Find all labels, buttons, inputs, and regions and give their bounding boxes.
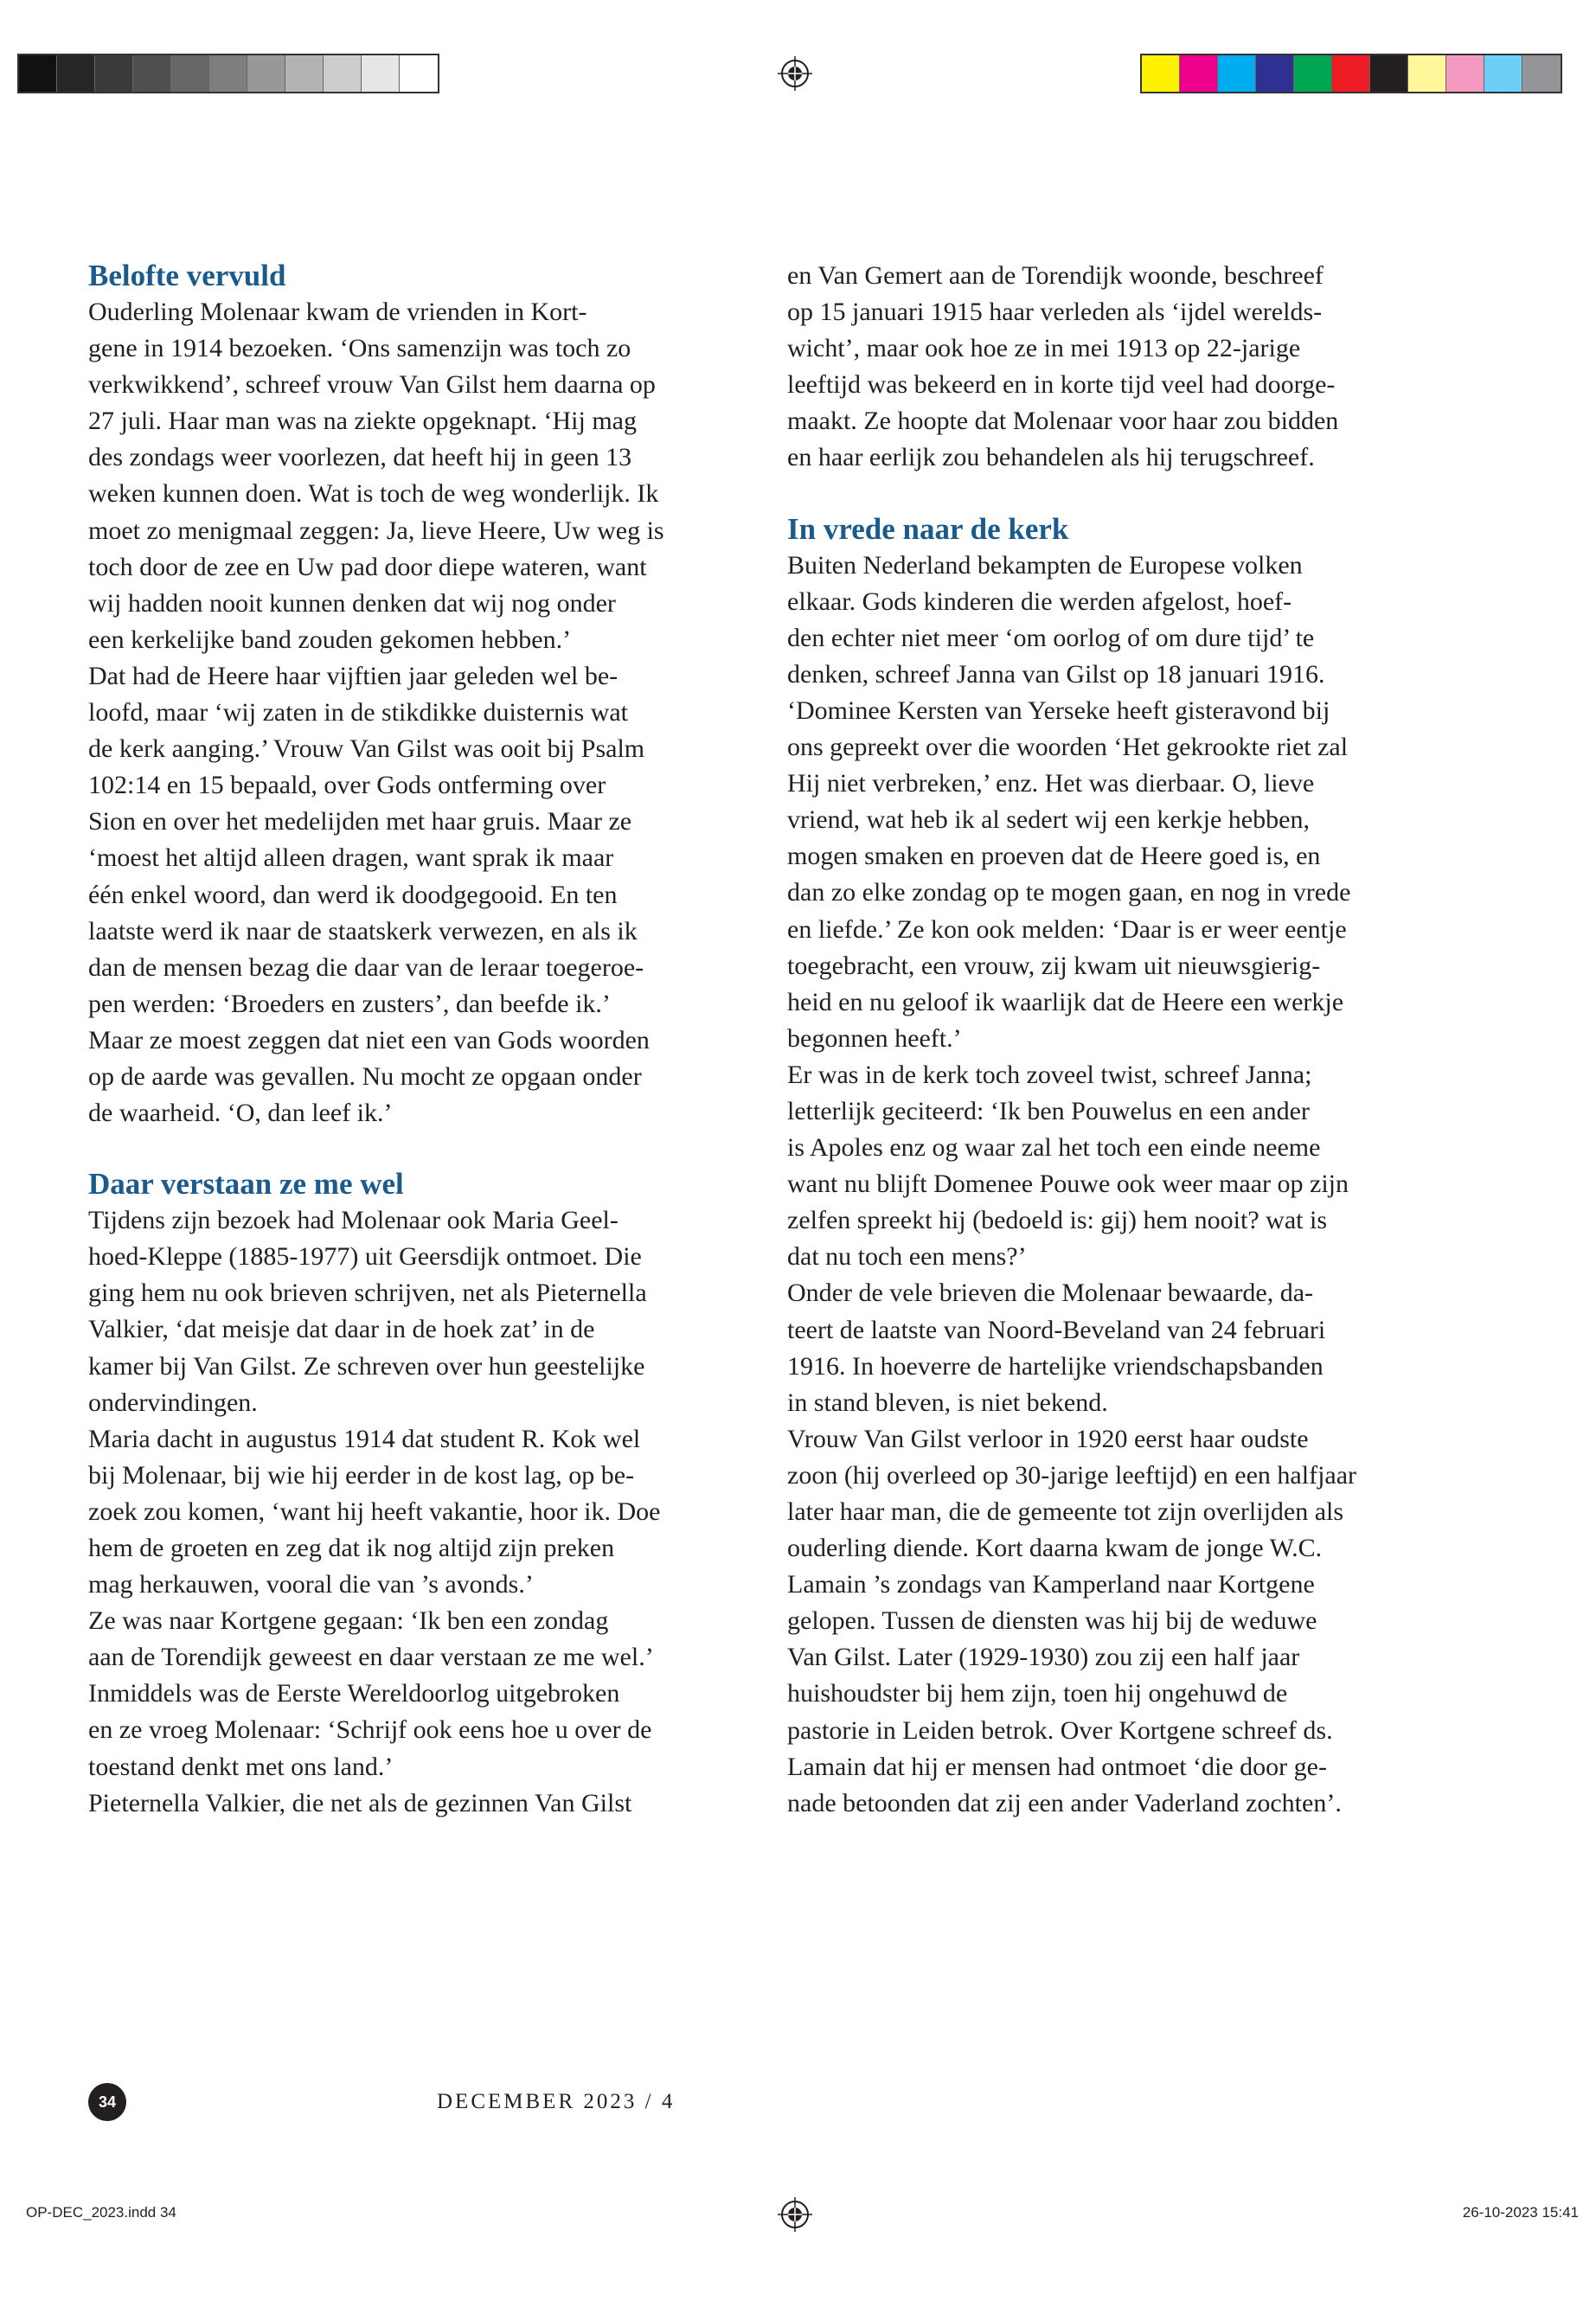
text-line: Van Gilst. Later (1929-1930) zou zij een half jaar bbox=[787, 1643, 1300, 1672]
text-line: hem de groeten en zeg dat ik nog altijd zijn preken bbox=[88, 1534, 615, 1562]
section-heading: Belofte vervuld bbox=[88, 259, 286, 292]
text-line: toegebracht, een vrouw, zij kwam uit nieuwsgierig- bbox=[787, 951, 1321, 980]
grayscale-color-bar bbox=[17, 54, 439, 93]
text-line: in stand bleven, is niet bekend. bbox=[787, 1388, 1108, 1417]
text-line: de waarheid. ‘O, dan leef ik.’ bbox=[88, 1099, 393, 1128]
text-line: denken, schreef Janna van Gilst op 18 januari 1916. bbox=[787, 659, 1325, 689]
text-line: Er was in de kerk toch zoveel twist, schreef Janna; bbox=[787, 1060, 1312, 1089]
slug-timestamp: 26-10-2023 15:41 bbox=[1462, 2204, 1579, 2221]
color-swatch bbox=[324, 55, 362, 92]
color-swatch bbox=[1256, 55, 1294, 92]
body-paragraph bbox=[787, 258, 1446, 477]
text-line: Pieternella Valkier, die net als de gezinnen Van Gilst bbox=[88, 1788, 632, 1817]
color-swatch bbox=[1332, 55, 1370, 92]
text-line: teert de laatste van Noord-Beveland van 24 februari bbox=[787, 1315, 1326, 1344]
text-line: ons gepreekt over die woorden ‘Het gekrookte riet zal bbox=[787, 733, 1349, 762]
text-line: en Van Gemert aan de Torendijk woonde, beschreef bbox=[787, 261, 1324, 290]
text-line: pastorie in Leiden betrok. Over Kortgene schreef ds. bbox=[787, 1715, 1333, 1745]
text-line: op de aarde was gevallen. Nu mocht ze opgaan onder bbox=[88, 1061, 642, 1091]
color-swatch bbox=[247, 55, 285, 92]
text-line: Ze was naar Kortgene gegaan: ‘Ik ben een zondag bbox=[88, 1606, 609, 1636]
text-line: en liefde.’ Ze kon ook melden: ‘Daar is er weer eentje bbox=[787, 914, 1347, 944]
text-line: verkwikkend’, schreef vrouw Van Gilst hem daarna op bbox=[88, 370, 656, 400]
text-line: Lamain dat hij er mensen had ontmoet ‘die door ge- bbox=[787, 1752, 1327, 1781]
text-line: Sion en over het medelijden met haar gruis. Maar ze bbox=[88, 807, 632, 836]
registration-mark-icon bbox=[778, 56, 812, 91]
text-line: nade betoonden dat zij een ander Vaderland zochten’. bbox=[787, 1788, 1342, 1817]
text-line: dan de mensen bezag die daar van de leraar toegeroe- bbox=[88, 952, 644, 982]
text-line: 102:14 en 15 bepaald, over Gods ontferming over bbox=[88, 771, 606, 800]
text-line: hoed-Kleppe (1885-1977) uit Geersdijk ontmoet. Die bbox=[88, 1242, 642, 1272]
text-line: wij hadden nooit kunnen denken dat wij nog onder bbox=[88, 588, 616, 618]
slug-file: OP-DEC_2023.indd 34 bbox=[26, 2204, 176, 2221]
color-swatch bbox=[1180, 55, 1218, 92]
color-swatch bbox=[95, 55, 133, 92]
text-line: Maria dacht in augustus 1914 dat student R. Kok wel bbox=[88, 1424, 641, 1453]
color-swatch bbox=[1484, 55, 1522, 92]
text-line: des zondags weer voorlezen, dat heeft hij in geen 13 bbox=[88, 443, 632, 472]
color-swatch bbox=[1142, 55, 1180, 92]
text-line: één enkel woord, dan werd ik doodgegooid. En ten bbox=[88, 880, 618, 909]
text-line: ouderling diende. Kort daarna kwam de jonge W.C. bbox=[787, 1534, 1323, 1563]
text-line: later haar man, die de gemeente tot zijn overlijden als bbox=[787, 1497, 1344, 1526]
text-line: Hij niet verbreken,’ enz. Het was dierbaar. O, lieve bbox=[787, 769, 1315, 798]
color-swatch bbox=[171, 55, 209, 92]
article-column-right bbox=[787, 258, 1446, 1822]
text-line: Lamain ’s zondags van Kamperland naar Kortgene bbox=[787, 1570, 1315, 1599]
article-column-left bbox=[88, 258, 747, 1822]
text-line: ‘moest het altijd alleen dragen, want sprak ik maar bbox=[88, 843, 614, 873]
process-color-bar bbox=[1140, 54, 1562, 93]
text-line: loofd, maar ‘wij zaten in de stikdikke duisternis wat bbox=[88, 698, 629, 727]
color-swatch bbox=[1446, 55, 1484, 92]
text-line: de kerk aanging.’ Vrouw Van Gilst was ooit bij Psalm bbox=[88, 734, 645, 764]
color-swatch bbox=[1294, 55, 1332, 92]
text-line: wicht’, maar ook hoe ze in mei 1913 op 22-jarige bbox=[787, 334, 1301, 363]
text-line: dan zo elke zondag op te mogen gaan, en nog in vrede bbox=[787, 878, 1351, 907]
text-line: ondervindingen. bbox=[88, 1388, 258, 1417]
text-line: kamer bij Van Gilst. Ze schreven over hun geestelijke bbox=[88, 1351, 645, 1381]
text-line: gene in 1914 bezoeken. ‘Ons samenzijn was toch zo bbox=[88, 334, 631, 363]
text-line: toestand denkt met ons land.’ bbox=[88, 1752, 394, 1781]
text-line: pen werden: ‘Broeders en zusters’, dan beefde ik.’ bbox=[88, 989, 611, 1018]
text-line: en haar eerlijk zou behandelen als hij terugschreef. bbox=[787, 443, 1315, 472]
text-line: 1916. In hoeverre de hartelijke vriendschapsbanden bbox=[787, 1351, 1324, 1381]
section-heading: Daar verstaan ze me wel bbox=[88, 1167, 404, 1202]
text-line: Maar ze moest zeggen dat niet een van Gods woorden bbox=[88, 1025, 650, 1054]
text-line: Vrouw Van Gilst verloor in 1920 eerst haar oudste bbox=[787, 1424, 1309, 1453]
text-line: begonnen heeft.’ bbox=[787, 1023, 962, 1053]
text-line: leeftijd was bekeerd en in korte tijd veel had doorge- bbox=[787, 370, 1336, 400]
color-swatch bbox=[1218, 55, 1256, 92]
page-number: 34 bbox=[88, 2083, 126, 2121]
text-line: Valkier, ‘dat meisje dat daar in de hoek zat’ in de bbox=[88, 1315, 595, 1344]
text-line: letterlijk geciteerd: ‘Ik ben Pouwelus en een ander bbox=[787, 1096, 1310, 1125]
text-line: Ouderling Molenaar kwam de vrienden in Kort- bbox=[88, 298, 587, 326]
color-swatch bbox=[57, 55, 95, 92]
body-paragraph bbox=[88, 294, 747, 1131]
text-line: heid en nu geloof ik waarlijk dat de Heere een werkje bbox=[787, 987, 1344, 1016]
color-swatch bbox=[1408, 55, 1446, 92]
text-line: ging hem nu ook brieven schrijven, net als Pieternella bbox=[88, 1279, 647, 1308]
text-line: want nu blijft Domenee Pouwe ook weer maar op zijn bbox=[787, 1170, 1349, 1199]
body-paragraph bbox=[88, 1202, 747, 1822]
text-line: Inmiddels was de Eerste Wereldoorlog uitgebroken bbox=[88, 1679, 620, 1708]
text-line: elkaar. Gods kinderen die werden afgelost, hoef- bbox=[787, 586, 1292, 616]
text-line: Dat had de Heere haar vijftien jaar geleden wel be- bbox=[88, 661, 619, 690]
color-swatch bbox=[1522, 55, 1561, 92]
text-line: zelfen spreekt hij (bedoeld is: gij) hem nooit? wat is bbox=[787, 1206, 1327, 1235]
text-line: gelopen. Tussen de diensten was hij bij de weduwe bbox=[787, 1606, 1317, 1636]
color-swatch bbox=[362, 55, 400, 92]
issue-label: DECEMBER 2023 / 4 bbox=[437, 2090, 676, 2113]
text-line: mag herkauwen, vooral die van ’s avonds.’ bbox=[88, 1570, 534, 1599]
text-line: den echter niet meer ‘om oorlog of om dure tijd’ te bbox=[787, 623, 1315, 652]
text-line: bij Molenaar, bij wie hij eerder in de kost lag, op be- bbox=[88, 1460, 635, 1490]
text-line: Onder de vele brieven die Molenaar bewaarde, da- bbox=[787, 1279, 1314, 1308]
text-line: mogen smaken en proeven dat de Heere goed is, en bbox=[787, 842, 1321, 871]
color-swatch bbox=[209, 55, 247, 92]
color-swatch bbox=[400, 55, 438, 92]
text-line: vriend, wat heb ik al sedert wij een kerkje hebben, bbox=[787, 805, 1310, 835]
color-swatch bbox=[1370, 55, 1408, 92]
registration-mark-icon bbox=[778, 2197, 812, 2232]
color-swatch bbox=[133, 55, 171, 92]
text-line: Buiten Nederland bekampten de Europese volken bbox=[787, 550, 1303, 580]
body-paragraph bbox=[787, 548, 1446, 1822]
text-line: ‘Dominee Kersten van Yerseke heeft gisteravond bij bbox=[787, 695, 1330, 725]
text-line: laatste werd ik naar de staatskerk verwezen, en als ik bbox=[88, 916, 638, 945]
text-line: weken kunnen doen. Wat is toch de weg wonderlijk. Ik bbox=[88, 479, 659, 509]
text-line: maakt. Ze hoopte dat Molenaar voor haar zou bidden bbox=[787, 407, 1339, 436]
section-heading: In vrede naar de kerk bbox=[787, 511, 1069, 546]
text-line: dat nu toch een mens?’ bbox=[787, 1242, 1027, 1272]
text-line: aan de Torendijk geweest en daar verstaan ze me wel.’ bbox=[88, 1643, 654, 1672]
text-line: Tijdens zijn bezoek had Molenaar ook Maria Geel- bbox=[88, 1206, 619, 1235]
text-line: een kerkelijke band zouden gekomen hebben.’ bbox=[88, 625, 572, 654]
text-line: huishoudster bij hem zijn, toen hij ongehuwd de bbox=[787, 1679, 1288, 1708]
text-line: is Apoles enz og waar zal het toch een einde neeme bbox=[787, 1133, 1321, 1163]
text-line: zoek zou komen, ‘want hij heeft vakantie, hoor ik. Doe bbox=[88, 1497, 661, 1526]
text-line: 27 juli. Haar man was na ziekte opgeknapt. ‘Hij mag bbox=[88, 407, 637, 436]
color-swatch bbox=[19, 55, 57, 92]
text-line: op 15 januari 1915 haar verleden als ‘ijdel werelds- bbox=[787, 298, 1323, 327]
color-swatch bbox=[285, 55, 324, 92]
text-line: toch door de zee en Uw pad door diepe wateren, want bbox=[88, 552, 647, 581]
text-line: moet zo menigmaal zeggen: Ja, lieve Heere, Uw weg is bbox=[88, 516, 664, 545]
text-line: zoon (hij overleed op 30-jarige leeftijd) en een halfjaar bbox=[787, 1460, 1357, 1490]
text-line: en ze vroeg Molenaar: ‘Schrijf ook eens hoe u over de bbox=[88, 1715, 652, 1745]
